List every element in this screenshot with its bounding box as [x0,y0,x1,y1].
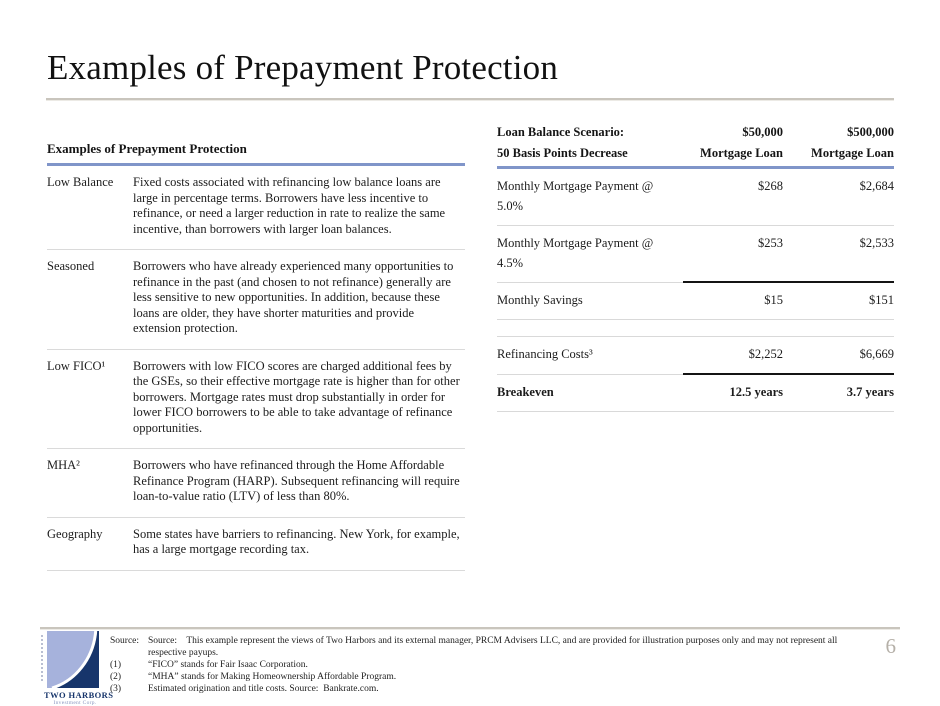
prepayment-protection-table [47,141,465,571]
footnote-label: Source: [110,636,140,646]
column-header-500k-amount: $500,000 [847,125,894,139]
row-value-50k: $15 [683,283,783,320]
term-definition: Some states have barriers to refinancing. New York, for example, has a large mortgage recording tax. [133,526,460,556]
column-header-50k [683,122,783,164]
logo-subtitle: Investment Corp. [53,700,97,706]
footer-divider [40,627,900,630]
row-label: Monthly Mortgage Payment @ 5.0% [497,169,683,226]
footnote-text: Estimated origination and title costs. Source: Bankrate.com. [148,684,379,694]
term-label: Geography [47,526,103,541]
scenario-header-line2: 50 Basis Points Decrease [497,146,628,160]
title-divider [46,98,894,101]
logo-wordmark: TWO HARBORS [44,690,114,700]
footnote-text: “MHA” stands for Making Homeownership Affordable Program. [148,672,397,682]
term-label: Seasoned [47,259,95,273]
footnote-source [110,635,850,659]
term-definition: Borrowers with low FICO scores are charged additional fees by the GSEs, so their effective mortgage rate is higher than for other borrowers. Mortgage rates must drop substantially in order for lower FICO borrowers to be able to take advantage of refinance opportunities. [133,358,460,435]
footnote-label: (1) [110,660,122,670]
scenario-header-label [497,122,683,164]
row-value-50k: 12.5 years [683,375,783,412]
term-definition: Borrowers who have refinanced through the Home Affordable Refinance Program (HARP). Subsequent refinancing will require loan-to-value ratio (LTV) of less than 80%. [133,458,460,503]
table-row-low-fico [47,350,465,450]
scenario-row-breakeven [497,375,894,412]
column-header-50k-amount: $50,000 [742,125,783,139]
loan-balance-scenario-table [497,122,894,412]
footnotes [110,635,850,695]
row-value-500k: $6,669 [783,337,894,375]
scenario-row-spacer [497,320,894,337]
row-value-50k: $2,252 [683,337,783,375]
prepayment-table-header: Examples of Prepayment Protection [47,141,465,166]
footnote-1 [110,659,850,671]
column-header-500k-caption: Mortgage Loan [811,146,894,160]
term-label: MHA² [47,458,80,472]
page-title: Examples of Prepayment Protection [47,48,559,87]
table-row-mha [47,449,465,518]
scenario-row-payment-5pct [497,169,894,226]
row-value-500k: $2,684 [783,169,894,226]
footnote-2 [110,671,850,683]
row-value-500k [783,320,894,337]
table-row-low-balance [47,166,465,250]
page-number: 6 [885,634,896,658]
table-row-seasoned [47,250,465,350]
footnote-label: (3) [110,684,122,694]
term-definition: Fixed costs associated with refinancing low balance loans are large in percentage terms. Borrowers have less incentive to refinance, or need a larger reduction in rate to realize the same incentive, than borrowers with larger loan balances. [133,175,446,236]
row-value-50k: $268 [683,169,783,226]
row-label: Breakeven [497,375,683,412]
footnote-3 [110,683,850,695]
scenario-row-monthly-savings [497,283,894,320]
footnote-label: (2) [110,672,122,682]
two-harbors-logo [44,631,114,706]
row-value-500k: $2,533 [783,226,894,283]
table-row-geography [47,518,465,571]
term-definition: Borrowers who have already experienced many opportunities to refinance in the past (and chosen to not refinance) generally are less sensitive to new opportunities. In addition, because these loans are older, they have shorter maturities and provide extension protection. [133,259,454,335]
row-value-50k: $253 [683,226,783,283]
term-label: Low FICO¹ [47,358,106,373]
column-header-500k [783,122,894,164]
row-label: Monthly Savings [497,283,683,320]
footnote-text: “FICO” stands for Fair Isaac Corporation. [148,660,308,670]
row-value-500k: $151 [783,283,894,320]
logo-vertical-text-strip [41,635,43,683]
row-label: Monthly Mortgage Payment @ 4.5% [497,226,683,283]
row-value-50k [683,320,783,337]
scenario-row-payment-45pct [497,226,894,283]
row-value-500k: 3.7 years [783,375,894,412]
scenario-header-line1: Loan Balance Scenario: [497,125,625,139]
two-harbors-logo-mark [47,631,99,688]
row-label: Refinancing Costs³ [497,337,683,375]
term-label: Low Balance [47,175,114,189]
footnote-text: Source: This example represent the views of Two Harbors and its external manager, PRCM Advisers LLC, and are provided for illustration purposes only and may not represent all respective payups. [148,636,840,658]
column-header-50k-caption: Mortgage Loan [700,146,783,160]
row-label [497,320,683,337]
scenario-row-refinancing-costs [497,337,894,375]
scenario-table-header [497,122,894,169]
